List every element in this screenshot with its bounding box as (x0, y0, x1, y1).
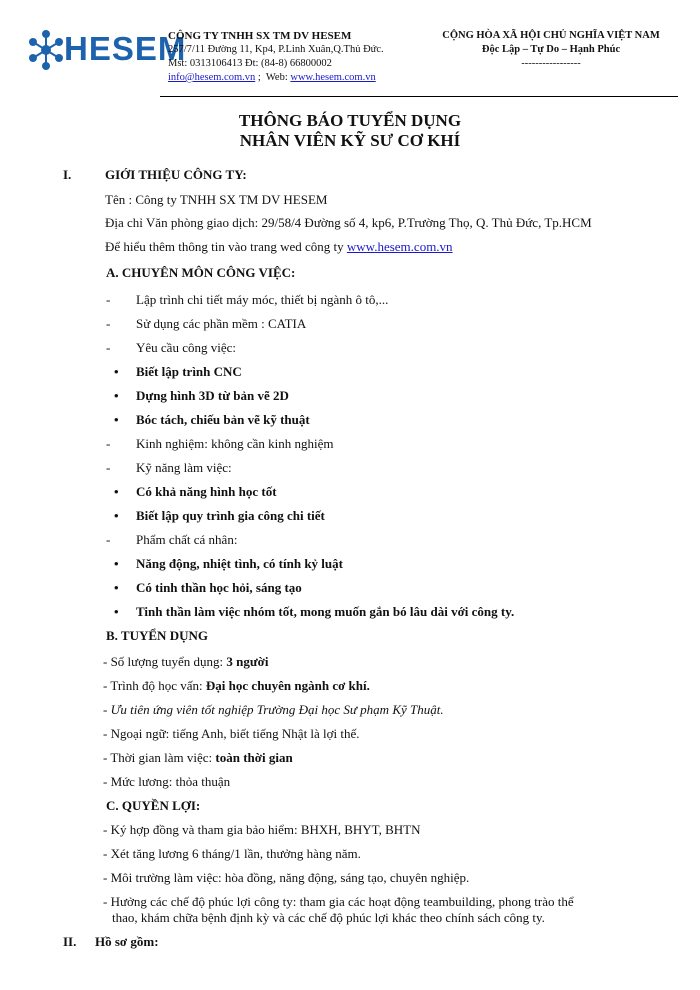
company-contact (168, 71, 384, 85)
worktime-line (103, 750, 293, 766)
benefit-1: - Ký hợp đồng và tham gia bảo hiểm: BHXH, BHYT, BHTN (103, 822, 421, 837)
quantity-value: 3 người (226, 654, 269, 669)
worktime-value: toàn thời gian (215, 750, 293, 765)
page-title: THÔNG BÁO TUYỂN DỤNG (238, 111, 462, 130)
national-header (425, 29, 677, 71)
page-subtitle: NHÂN VIÊN KỸ SƯ CƠ KHÍ (239, 131, 461, 150)
website-line (105, 239, 453, 255)
quantity-line (103, 654, 268, 670)
benefit-3: - Môi trường làm việc: hòa đồng, năng động, sáng tạo, chuyên nghiệp. (103, 870, 470, 885)
office-address-line: Địa chỉ Văn phòng giao dịch: 29/58/4 Đường số 4, kp6, P.Trường Thọ, Q. Thủ Đức, Tp.HCM (105, 215, 592, 230)
education-label: - Trình độ học vấn: (103, 678, 206, 693)
company-tax-phone: Mst: 0313106413 Đt: (84-8) 66800002 (168, 58, 332, 69)
bullet-1: • Biết lập trình CNC (136, 364, 242, 380)
bullet-2: • Dựng hình 3D từ bản vẽ 2D (136, 388, 289, 404)
website-link-header[interactable]: www.hesem.com.vn (290, 72, 376, 83)
section2-heading: Hồ sơ gồm: (95, 934, 159, 949)
language-line: - Ngoại ngữ: tiếng Anh, biết tiếng Nhật là lợi thế. (103, 726, 360, 741)
company-address: 257/7/11 Đường 11, Kp4, P.Linh Xuân,Q.Thủ Đức. (168, 44, 384, 55)
web-label: ; Web: (255, 72, 291, 83)
section1-heading: GIỚI THIỆU CÔNG TY: (105, 167, 247, 182)
benefit-4: - Hưởng các chế độ phúc lợi công ty: tham gia các hoạt động teambuilding, phong trào thể (103, 894, 574, 909)
company-header (168, 29, 384, 85)
dash-mark: - (106, 460, 111, 475)
salary-line: - Mức lương: thỏa thuận (103, 774, 231, 789)
website-link[interactable]: www.hesem.com.vn (346, 239, 453, 254)
section1-number: I. (63, 167, 72, 182)
dash-mark: - (106, 340, 111, 355)
website-prefix: Để hiểu thêm thông tin vào trang wed công ty (105, 239, 347, 254)
worktime-label: - Thời gian làm việc: (103, 750, 216, 765)
bullet-8: • Tinh thần làm việc nhóm tốt, mong muốn gắn bó lâu dài với công ty. (136, 604, 514, 620)
email-link[interactable]: info@hesem.com.vn (168, 72, 256, 83)
sectionB-heading: B. TUYỂN DỤNG (106, 628, 208, 643)
section2-number: II. (63, 934, 77, 949)
bullet-5: • Biết lập quy trình gia công chi tiết (136, 508, 325, 524)
bullet-6: • Năng động, nhiệt tình, có tính kỷ luật (136, 556, 343, 572)
hesem-logo-icon (28, 28, 64, 72)
bullet-7: • Có tinh thần học hỏi, sáng tạo (136, 580, 302, 596)
priority-line: - Ưu tiên ứng viên tốt nghiệp Trường Đại học Sư phạm Kỹ Thuật. (103, 702, 444, 717)
duty-6: Phẩm chất cá nhân: (136, 532, 238, 547)
nation-title: CỘNG HÒA XÃ HỘI CHỦ NGHĨA VIỆT NAM (442, 30, 660, 41)
sectionC-heading: C. QUYỀN LỢI: (106, 798, 201, 813)
motto-rule: ----------------- (521, 58, 581, 69)
header-divider (160, 96, 678, 97)
dash-mark: - (106, 436, 111, 451)
duty-5: Kỹ năng làm việc: (136, 460, 232, 475)
sectionA-heading: A. CHUYÊN MÔN CÔNG VIỆC: (106, 265, 296, 280)
bullet-3: • Bóc tách, chiếu bản vẽ kỹ thuật (136, 412, 310, 428)
motto: Độc Lập – Tự Do – Hạnh Phúc (481, 44, 621, 55)
company-name-line: Tên : Công ty TNHH SX TM DV HESEM (105, 192, 328, 207)
education-value: Đại học chuyên ngành cơ khí. (205, 678, 370, 693)
duty-2: Sử dụng các phần mềm : CATIA (136, 316, 307, 331)
dash-mark: - (106, 292, 111, 307)
company-name: CÔNG TY TNHH SX TM DV HESEM (168, 30, 352, 42)
benefit-4-cont: thao, khám chữa bệnh định kỳ và các chế độ phúc lợi khác theo chính sách công ty. (112, 910, 545, 925)
duty-4: Kinh nghiệm: không cần kinh nghiệm (136, 436, 334, 451)
duty-1: Lập trình chi tiết máy móc, thiết bị ngành ô tô,... (136, 292, 389, 307)
education-line (103, 678, 370, 694)
brand-logo-text: HESEM (64, 30, 187, 67)
benefit-2: - Xét tăng lương 6 tháng/1 lần, thưởng hàng năm. (103, 846, 361, 861)
bullet-4: • Có khả năng hình học tốt (136, 484, 277, 500)
dash-mark: - (106, 532, 111, 547)
quantity-label: - Số lượng tuyển dụng: (103, 654, 227, 669)
dash-mark: - (106, 316, 111, 331)
duty-3: Yêu cầu công việc: (136, 340, 236, 355)
